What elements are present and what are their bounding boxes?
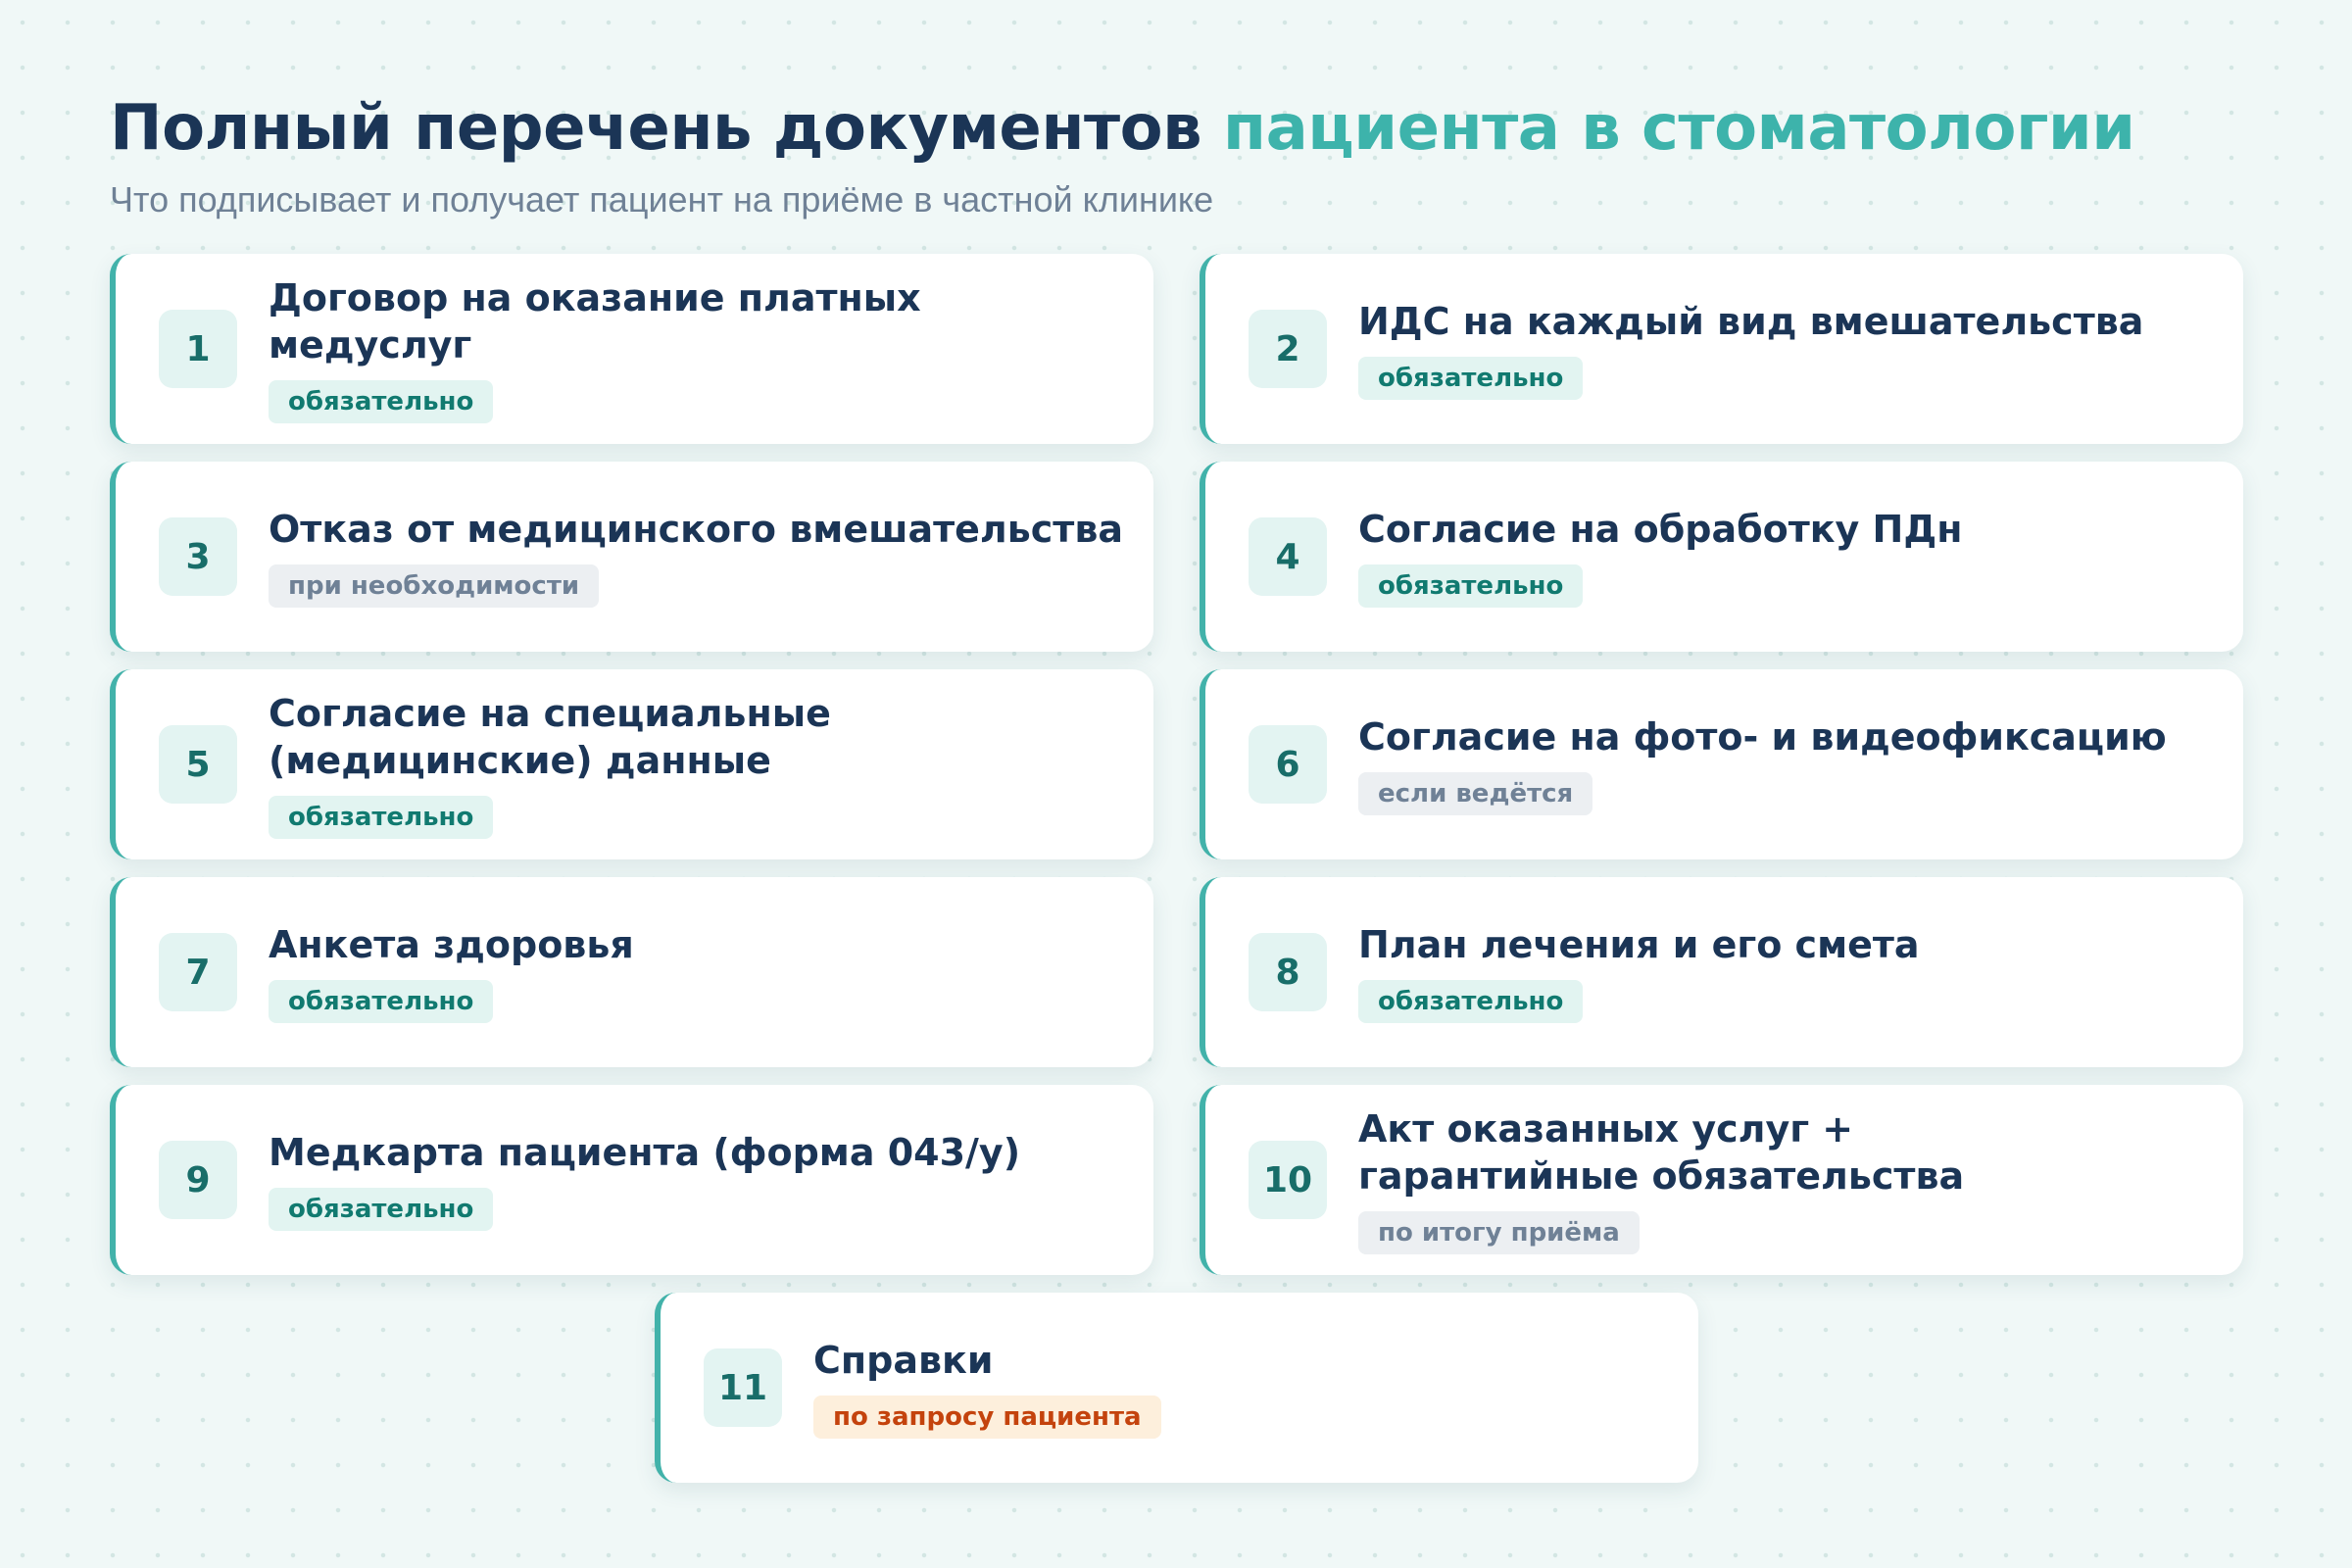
document-card xyxy=(1200,462,2243,652)
document-title: Отказ от медицинского вмешательства xyxy=(269,508,1124,551)
document-title: Согласие на фото- и видеофиксацию xyxy=(1358,715,2167,759)
document-content xyxy=(1358,462,2214,652)
document-title: План лечения и его смета xyxy=(1358,923,1920,966)
document-number: 7 xyxy=(159,933,237,1011)
status-badge: при необходимости xyxy=(269,564,599,608)
document-number: 1 xyxy=(159,310,237,388)
document-title: Акт оказанных услуг + гарантийные обязательства xyxy=(1358,1107,1965,1198)
document-card xyxy=(1200,669,2243,859)
document-title: Медкарта пациента (форма 043/у) xyxy=(269,1131,1021,1174)
document-title: Анкета здоровья xyxy=(269,923,634,966)
document-number: 8 xyxy=(1249,933,1327,1011)
document-number: 4 xyxy=(1249,517,1327,596)
document-card xyxy=(655,1293,1698,1483)
document-content xyxy=(813,1293,1669,1483)
status-badge: обязательно xyxy=(1358,980,1583,1023)
status-badge: по запросу пациента xyxy=(813,1396,1161,1439)
page-subtitle: Что подписывает и получает пациент на приёме в частной клинике xyxy=(110,179,1214,220)
document-title: Договор на оказание платных медуслуг xyxy=(269,276,921,367)
document-content xyxy=(269,1085,1124,1275)
document-number: 2 xyxy=(1249,310,1327,388)
document-number: 6 xyxy=(1249,725,1327,804)
document-card xyxy=(1200,1085,2243,1275)
document-content xyxy=(269,669,1124,859)
document-content xyxy=(1358,1085,2214,1275)
status-badge: если ведётся xyxy=(1358,772,1592,815)
document-title: ИДС на каждый вид вмешательства xyxy=(1358,300,2144,343)
document-title: Справки xyxy=(813,1339,994,1382)
status-badge: обязательно xyxy=(1358,357,1583,400)
document-content xyxy=(269,254,1124,444)
document-number: 3 xyxy=(159,517,237,596)
status-badge: обязательно xyxy=(269,380,493,423)
status-badge: обязательно xyxy=(269,980,493,1023)
document-title: Согласие на специальные (медицинские) данные xyxy=(269,692,831,782)
document-card xyxy=(1200,877,2243,1067)
document-content xyxy=(1358,254,2214,444)
status-badge: по итогу приёма xyxy=(1358,1211,1640,1254)
document-card xyxy=(1200,254,2243,444)
document-content xyxy=(269,877,1124,1067)
document-content xyxy=(269,462,1124,652)
document-card xyxy=(110,877,1153,1067)
document-number: 11 xyxy=(704,1348,782,1427)
status-badge: обязательно xyxy=(1358,564,1583,608)
document-number: 5 xyxy=(159,725,237,804)
document-number: 9 xyxy=(159,1141,237,1219)
document-card xyxy=(110,254,1153,444)
status-badge: обязательно xyxy=(269,1188,493,1231)
document-content xyxy=(1358,877,2214,1067)
document-card xyxy=(110,462,1153,652)
document-number: 10 xyxy=(1249,1141,1327,1219)
page-title-accent: пациента в стоматологии xyxy=(1222,92,2135,165)
document-title: Согласие на обработку ПДн xyxy=(1358,508,1963,551)
page-title xyxy=(110,90,2266,167)
status-badge: обязательно xyxy=(269,796,493,839)
document-content xyxy=(1358,669,2214,859)
document-card xyxy=(110,669,1153,859)
page-title-main: Полный перечень документов xyxy=(110,92,1223,165)
document-card xyxy=(110,1085,1153,1275)
page-header xyxy=(110,90,2266,221)
